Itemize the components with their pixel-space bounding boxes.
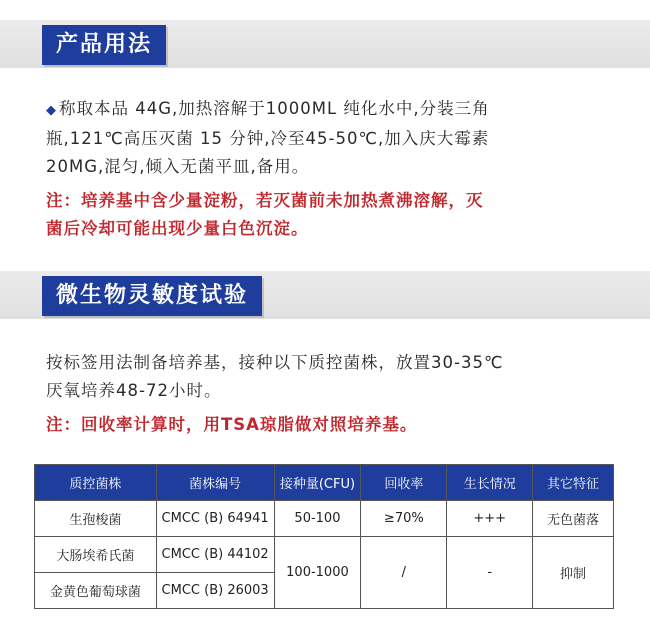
sensitivity-text	[46, 349, 616, 405]
cell-recovery-merged: /	[361, 537, 447, 609]
header-growth: 生长情况	[447, 465, 533, 501]
usage-note	[46, 187, 616, 243]
diamond-bullet-icon: ◆	[46, 103, 57, 118]
table-row	[35, 501, 614, 537]
cell-recovery: ≥70%	[361, 501, 447, 537]
header-feature: 其它特征	[533, 465, 614, 501]
usage-note-line-2: 菌后冷却可能出现少量白色沉淀。	[46, 219, 309, 238]
cell-strain: 生孢梭菌	[35, 501, 157, 537]
usage-line-2: 瓶,121℃高压灭菌 15 分钟,冷至45-50℃,加入庆大霉素	[46, 129, 490, 148]
table-header-row	[35, 465, 614, 501]
sensitivity-line-2: 厌氧培养48-72小时。	[46, 381, 222, 400]
cell-feature: 无色菌落	[533, 501, 614, 537]
table-row	[35, 537, 614, 573]
cell-growth-merged: -	[447, 537, 533, 609]
cell-feature-merged: 抑制	[533, 537, 614, 609]
usage-text	[46, 95, 616, 181]
usage-line-3: 20MG,混匀,倾入无菌平皿,备用。	[46, 157, 310, 176]
cell-strain: 大肠埃希氏菌	[35, 537, 157, 573]
cell-code: CMCC (B) 44102	[156, 537, 274, 573]
sensitivity-note	[46, 411, 616, 439]
cell-code: CMCC (B) 64941	[156, 501, 274, 537]
cell-code: CMCC (B) 26003	[156, 573, 274, 609]
header-strain: 质控菌株	[35, 465, 157, 501]
section-title-usage: 产品用法	[42, 25, 166, 65]
usage-line-1: ◆ 称取本品 44G,加热溶解于1000ML 纯化水中,分装三角	[46, 99, 490, 118]
cell-growth: +++	[447, 501, 533, 537]
sensitivity-note-line-1: 注：回收率计算时，用TSA琼脂做对照培养基。	[46, 415, 418, 434]
sensitivity-line-1: 按标签用法制备培养基，接种以下质控菌株，放置30-35℃	[46, 353, 504, 372]
qc-strain-table	[34, 464, 614, 609]
cell-inoculum-merged: 100-1000	[274, 537, 361, 609]
header-code: 菌株编号	[156, 465, 274, 501]
header-recovery: 回收率	[361, 465, 447, 501]
cell-inoculum: 50-100	[274, 501, 361, 537]
cell-strain: 金黄色葡萄球菌	[35, 573, 157, 609]
header-inoculum: 接种量(CFU)	[274, 465, 361, 501]
section-title-sensitivity: 微生物灵敏度试验	[42, 276, 262, 316]
usage-note-line-1: 注：培养基中含少量淀粉，若灭菌前未加热煮沸溶解，灭	[46, 191, 484, 210]
